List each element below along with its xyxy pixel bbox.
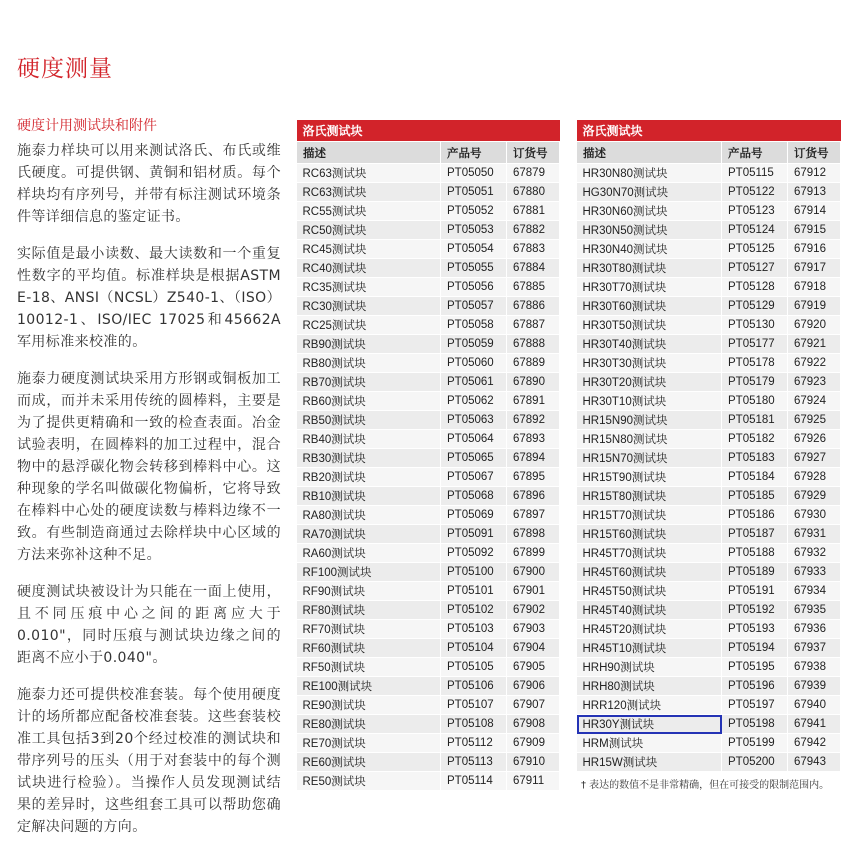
product-no-cell: PT05123: [722, 202, 788, 221]
order-no-cell: 67895: [507, 468, 560, 487]
description-cell: HR15W测试块: [577, 753, 722, 772]
product-no-cell: PT05056: [441, 278, 507, 297]
order-no-cell: 67890: [507, 373, 560, 392]
description-cell: RE60测试块: [297, 753, 441, 772]
product-no-cell: PT05062: [441, 392, 507, 411]
order-no-cell: 67882: [507, 221, 560, 240]
table-row: [297, 772, 560, 791]
description-cell: RF50测试块: [297, 658, 441, 677]
order-no-cell: 67885: [507, 278, 560, 297]
description-cell: RB40测试块: [297, 430, 441, 449]
description-cell: RB10测试块: [297, 487, 441, 506]
description-cell: HR30T40测试块: [577, 335, 722, 354]
description-cell: RC50测试块: [297, 221, 441, 240]
order-no-cell: 67935: [788, 601, 841, 620]
product-no-cell: PT05130: [722, 316, 788, 335]
table-row: [297, 544, 560, 563]
description-cell: HR45T50测试块: [577, 582, 722, 601]
product-no-cell: PT05106: [441, 677, 507, 696]
product-no-cell: PT05177: [722, 335, 788, 354]
table-row: [577, 221, 841, 240]
description-cell: HR30N50测试块: [577, 221, 722, 240]
table-row: [297, 734, 560, 753]
description-cell: HRH90测试块: [577, 658, 722, 677]
table-row: [577, 563, 841, 582]
description-cell: HR30N40测试块: [577, 240, 722, 259]
description-cell: RE70测试块: [297, 734, 441, 753]
table-row: [577, 278, 841, 297]
table-row: [297, 164, 560, 183]
table-row: [577, 202, 841, 221]
order-no-cell: 67887: [507, 316, 560, 335]
product-no-cell: PT05187: [722, 525, 788, 544]
table-body-left: [297, 164, 560, 791]
order-no-cell: 67901: [507, 582, 560, 601]
description-cell: HR30Y测试块: [577, 715, 722, 734]
product-no-cell: PT05181: [722, 411, 788, 430]
order-no-cell: 67919: [788, 297, 841, 316]
description-cell: RB90测试块: [297, 335, 441, 354]
description-cell: RC30测试块: [297, 297, 441, 316]
description-cell: RC63测试块: [297, 183, 441, 202]
product-no-cell: PT05092: [441, 544, 507, 563]
product-no-cell: PT05102: [441, 601, 507, 620]
table-row: [577, 639, 841, 658]
table-row: [297, 392, 560, 411]
description-cell: RB80测试块: [297, 354, 441, 373]
product-no-cell: PT05113: [441, 753, 507, 772]
table-row: [577, 354, 841, 373]
paragraph-intro: 施泰力样块可以用来测试洛氏、布氏或维氏硬度。可提供钢、黄铜和铝材质。每个样块均有序列号，并带有标注测试环境条件等详细信息的鉴定证书。: [17, 143, 281, 225]
table-row: [297, 715, 560, 734]
order-no-cell: 67896: [507, 487, 560, 506]
product-no-cell: PT05115: [722, 164, 788, 183]
description-cell: RC45测试块: [297, 240, 441, 259]
order-no-cell: 67916: [788, 240, 841, 259]
description-cell: HR15T80测试块: [577, 487, 722, 506]
order-no-cell: 67934: [788, 582, 841, 601]
order-no-cell: 67931: [788, 525, 841, 544]
body-text-column: [17, 140, 281, 853]
description-cell: RC25测试块: [297, 316, 441, 335]
order-no-cell: 67879: [507, 164, 560, 183]
order-no-cell: 67928: [788, 468, 841, 487]
product-no-cell: PT05064: [441, 430, 507, 449]
table-row: [577, 183, 841, 202]
product-no-cell: PT05129: [722, 297, 788, 316]
description-cell: HR30T10测试块: [577, 392, 722, 411]
table-row: [297, 563, 560, 582]
description-cell: HR15T90测试块: [577, 468, 722, 487]
product-no-cell: PT05179: [722, 373, 788, 392]
table-row: [297, 525, 560, 544]
description-cell: HRM测试块: [577, 734, 722, 753]
description-cell: RE50测试块: [297, 772, 441, 791]
product-no-cell: PT05053: [441, 221, 507, 240]
description-cell: HR30T50测试块: [577, 316, 722, 335]
order-no-cell: 67908: [507, 715, 560, 734]
table-row: [297, 202, 560, 221]
product-no-cell: PT05060: [441, 354, 507, 373]
description-cell: RA80测试块: [297, 506, 441, 525]
table-row: [577, 259, 841, 278]
order-no-cell: 67927: [788, 449, 841, 468]
description-cell: RF80测试块: [297, 601, 441, 620]
table-row: [297, 316, 560, 335]
table-row: [577, 373, 841, 392]
order-no-cell: 67914: [788, 202, 841, 221]
order-no-cell: 67922: [788, 354, 841, 373]
description-cell: HR30T30测试块: [577, 354, 722, 373]
order-no-cell: 67932: [788, 544, 841, 563]
table-caption: 洛氏测试块: [577, 120, 841, 142]
table-row: [577, 677, 841, 696]
page-title: 硬度测量: [17, 56, 113, 82]
product-no-cell: PT05195: [722, 658, 788, 677]
order-no-cell: 67888: [507, 335, 560, 354]
footnote: † 表达的数值不是非常精确，但在可接受的限制范围内。: [581, 780, 830, 791]
product-no-cell: PT05185: [722, 487, 788, 506]
table-row: [297, 639, 560, 658]
table-row: [577, 506, 841, 525]
table-row: [297, 449, 560, 468]
description-cell: RF100测试块: [297, 563, 441, 582]
product-no-cell: PT05200: [722, 753, 788, 772]
table-row: [297, 221, 560, 240]
description-cell: HR30T60测试块: [577, 297, 722, 316]
column-header-order-no: 订货号: [507, 142, 560, 164]
product-no-cell: PT05188: [722, 544, 788, 563]
table-row: [297, 506, 560, 525]
section-heading: 硬度计用测试块和附件: [17, 118, 157, 134]
order-no-cell: 67938: [788, 658, 841, 677]
product-no-cell: PT05100: [441, 563, 507, 582]
table-row: [577, 316, 841, 335]
product-no-cell: PT05091: [441, 525, 507, 544]
product-no-cell: PT05103: [441, 620, 507, 639]
product-no-cell: PT05107: [441, 696, 507, 715]
product-no-cell: PT05105: [441, 658, 507, 677]
description-cell: RA70测试块: [297, 525, 441, 544]
description-cell: HR30T20测试块: [577, 373, 722, 392]
description-cell: RE80测试块: [297, 715, 441, 734]
table-row: [577, 449, 841, 468]
description-cell: RA60测试块: [297, 544, 441, 563]
table-row: [577, 411, 841, 430]
table-row: [297, 677, 560, 696]
product-no-cell: PT05198: [722, 715, 788, 734]
product-no-cell: PT05197: [722, 696, 788, 715]
table-row: [577, 335, 841, 354]
table-row: [577, 164, 841, 183]
product-no-cell: PT05061: [441, 373, 507, 392]
order-no-cell: 67933: [788, 563, 841, 582]
order-no-cell: 67886: [507, 297, 560, 316]
product-no-cell: PT05180: [722, 392, 788, 411]
product-no-cell: PT05182: [722, 430, 788, 449]
table-row: [297, 411, 560, 430]
order-no-cell: 67894: [507, 449, 560, 468]
product-no-cell: PT05057: [441, 297, 507, 316]
table-row: [297, 487, 560, 506]
order-no-cell: 67939: [788, 677, 841, 696]
order-no-cell: 67930: [788, 506, 841, 525]
product-no-cell: PT05050: [441, 164, 507, 183]
table-row: [577, 297, 841, 316]
description-cell: HR30N60测试块: [577, 202, 722, 221]
rockwell-table-left: [296, 120, 560, 791]
column-header-description: 描述: [297, 142, 441, 164]
order-no-cell: 67929: [788, 487, 841, 506]
description-cell: RC35测试块: [297, 278, 441, 297]
order-no-cell: 67936: [788, 620, 841, 639]
order-no-cell: 67903: [507, 620, 560, 639]
table-row: [297, 753, 560, 772]
order-no-cell: 67897: [507, 506, 560, 525]
order-no-cell: 67906: [507, 677, 560, 696]
order-no-cell: 67942: [788, 734, 841, 753]
description-cell: HR45T20测试块: [577, 620, 722, 639]
description-cell: HR45T70测试块: [577, 544, 722, 563]
product-no-cell: PT05189: [722, 563, 788, 582]
order-no-cell: 67883: [507, 240, 560, 259]
table-row: [297, 335, 560, 354]
product-no-cell: PT05183: [722, 449, 788, 468]
order-no-cell: 67940: [788, 696, 841, 715]
paragraph-standards: 实际值是最小读数、最大读数和一个重复性数字的平均值。标准样块是根据ASTM E-18、ANSI（NCSL）Z540-1、（ISO）10012-1、ISO/IEC 17025和45662A军用标准来校准的。: [17, 246, 281, 350]
table-row: [577, 601, 841, 620]
order-no-cell: 67893: [507, 430, 560, 449]
description-cell: RC63测试块: [297, 164, 441, 183]
description-cell: RF90测试块: [297, 582, 441, 601]
product-no-cell: PT05196: [722, 677, 788, 696]
order-no-cell: 67943: [788, 753, 841, 772]
paragraph-material: 施泰力硬度测试块采用方形钢或铜板加工而成，而并未采用传统的圆棒料，主要是为了提供更精确和一致的检查表面。冶金试验表明，在圆棒料的加工过程中，混合物中的悬浮碳化物会转移到棒料中心。这种现象的学名叫做碳化物偏析，它将导致在棒料中心处的硬度读数与棒料边缘不一致。有些制造商通过去除样块中心区域的方法来弥补这种不足。: [17, 371, 281, 563]
product-no-cell: PT05122: [722, 183, 788, 202]
rockwell-table-right: [576, 120, 841, 772]
table-row: [297, 658, 560, 677]
table-row: [577, 392, 841, 411]
description-cell: HR45T40测试块: [577, 601, 722, 620]
order-no-cell: 67902: [507, 601, 560, 620]
order-no-cell: 67917: [788, 259, 841, 278]
order-no-cell: 67921: [788, 335, 841, 354]
description-cell: HR15N90测试块: [577, 411, 722, 430]
description-cell: HR30N80测试块: [577, 164, 722, 183]
table-row: [577, 620, 841, 639]
column-header-order-no: 订货号: [788, 142, 841, 164]
product-no-cell: PT05191: [722, 582, 788, 601]
order-no-cell: 67926: [788, 430, 841, 449]
product-no-cell: PT05055: [441, 259, 507, 278]
table-row: [577, 240, 841, 259]
table-row: [297, 278, 560, 297]
description-cell: RE90测试块: [297, 696, 441, 715]
description-cell: HRH80测试块: [577, 677, 722, 696]
product-no-cell: PT05069: [441, 506, 507, 525]
product-no-cell: PT05184: [722, 468, 788, 487]
product-no-cell: PT05108: [441, 715, 507, 734]
order-no-cell: 67889: [507, 354, 560, 373]
table-row: [577, 487, 841, 506]
table-row: [297, 183, 560, 202]
table-row: [297, 468, 560, 487]
description-cell: HR30T70测试块: [577, 278, 722, 297]
table-row: [297, 240, 560, 259]
order-no-cell: 67924: [788, 392, 841, 411]
product-no-cell: PT05054: [441, 240, 507, 259]
description-cell: RB50测试块: [297, 411, 441, 430]
table-row: [297, 354, 560, 373]
order-no-cell: 67937: [788, 639, 841, 658]
order-no-cell: 67907: [507, 696, 560, 715]
description-cell: RB30测试块: [297, 449, 441, 468]
description-cell: RF70测试块: [297, 620, 441, 639]
order-no-cell: 67898: [507, 525, 560, 544]
paragraph-usage: 硬度测试块被设计为只能在一面上使用，且不同压痕中心之间的距离应大于0.010"，同时压痕与测试块边缘之间的距离不应小于0.040"。: [17, 584, 281, 666]
table-row: [297, 373, 560, 392]
product-no-cell: PT05194: [722, 639, 788, 658]
product-no-cell: PT05052: [441, 202, 507, 221]
table-row: [577, 696, 841, 715]
description-cell: RC40测试块: [297, 259, 441, 278]
description-cell: RF60测试块: [297, 639, 441, 658]
table-row: [577, 430, 841, 449]
table-caption: 洛氏测试块: [297, 120, 560, 142]
table-row: [297, 259, 560, 278]
order-no-cell: 67941: [788, 715, 841, 734]
description-cell: RB60测试块: [297, 392, 441, 411]
description-cell: HR45T10测试块: [577, 639, 722, 658]
description-cell: HR15T70测试块: [577, 506, 722, 525]
order-no-cell: 67913: [788, 183, 841, 202]
product-no-cell: PT05059: [441, 335, 507, 354]
product-no-cell: PT05068: [441, 487, 507, 506]
product-no-cell: PT05065: [441, 449, 507, 468]
order-no-cell: 67881: [507, 202, 560, 221]
product-no-cell: PT05063: [441, 411, 507, 430]
table-row: [577, 715, 841, 734]
paragraph-calibration-kit: 施泰力还可提供校准套装。每个使用硬度计的场所都应配备校准套装。这些套装校准工具包括3到20个经过校准的测试块和带序列号的压头（用于对套装中的每个测试块进行检验）。当操作人员发现测试结果的差异时，这些组套工具可以帮助您确定解决问题的方向。: [17, 687, 281, 835]
table-row: [577, 753, 841, 772]
product-no-cell: PT05127: [722, 259, 788, 278]
description-cell: RE100测试块: [297, 677, 441, 696]
description-cell: HR15T60测试块: [577, 525, 722, 544]
order-no-cell: 67925: [788, 411, 841, 430]
table-row: [577, 658, 841, 677]
order-no-cell: 67892: [507, 411, 560, 430]
order-no-cell: 67911: [507, 772, 560, 791]
product-no-cell: PT05112: [441, 734, 507, 753]
column-header-product-no: 产品号: [441, 142, 507, 164]
order-no-cell: 67880: [507, 183, 560, 202]
table-row: [297, 430, 560, 449]
order-no-cell: 67912: [788, 164, 841, 183]
order-no-cell: 67899: [507, 544, 560, 563]
table-row: [577, 544, 841, 563]
order-no-cell: 67923: [788, 373, 841, 392]
table-row: [297, 696, 560, 715]
product-no-cell: PT05192: [722, 601, 788, 620]
table-row: [297, 620, 560, 639]
table-row: [297, 297, 560, 316]
table-row: [297, 601, 560, 620]
product-no-cell: PT05104: [441, 639, 507, 658]
table-row: [577, 468, 841, 487]
table-row: [297, 582, 560, 601]
description-cell: HRR120测试块: [577, 696, 722, 715]
product-no-cell: PT05199: [722, 734, 788, 753]
table-row: [577, 734, 841, 753]
description-cell: HR45T60测试块: [577, 563, 722, 582]
product-no-cell: PT05128: [722, 278, 788, 297]
product-no-cell: PT05114: [441, 772, 507, 791]
table-row: [577, 582, 841, 601]
table-body-right: [577, 164, 841, 772]
product-no-cell: PT05186: [722, 506, 788, 525]
order-no-cell: 67891: [507, 392, 560, 411]
description-cell: HG30N70测试块: [577, 183, 722, 202]
product-no-cell: PT05051: [441, 183, 507, 202]
order-no-cell: 67918: [788, 278, 841, 297]
product-no-cell: PT05125: [722, 240, 788, 259]
table-row: [577, 525, 841, 544]
description-cell: RB20测试块: [297, 468, 441, 487]
order-no-cell: 67900: [507, 563, 560, 582]
order-no-cell: 67904: [507, 639, 560, 658]
order-no-cell: 67915: [788, 221, 841, 240]
description-cell: RB70测试块: [297, 373, 441, 392]
description-cell: HR30T80测试块: [577, 259, 722, 278]
order-no-cell: 67910: [507, 753, 560, 772]
product-no-cell: PT05058: [441, 316, 507, 335]
column-header-product-no: 产品号: [722, 142, 788, 164]
product-no-cell: PT05124: [722, 221, 788, 240]
product-no-cell: PT05178: [722, 354, 788, 373]
order-no-cell: 67905: [507, 658, 560, 677]
description-cell: HR15N70测试块: [577, 449, 722, 468]
product-no-cell: PT05193: [722, 620, 788, 639]
order-no-cell: 67884: [507, 259, 560, 278]
order-no-cell: 67920: [788, 316, 841, 335]
column-header-description: 描述: [577, 142, 722, 164]
product-no-cell: PT05101: [441, 582, 507, 601]
description-cell: HR15N80测试块: [577, 430, 722, 449]
product-no-cell: PT05067: [441, 468, 507, 487]
order-no-cell: 67909: [507, 734, 560, 753]
description-cell: RC55测试块: [297, 202, 441, 221]
